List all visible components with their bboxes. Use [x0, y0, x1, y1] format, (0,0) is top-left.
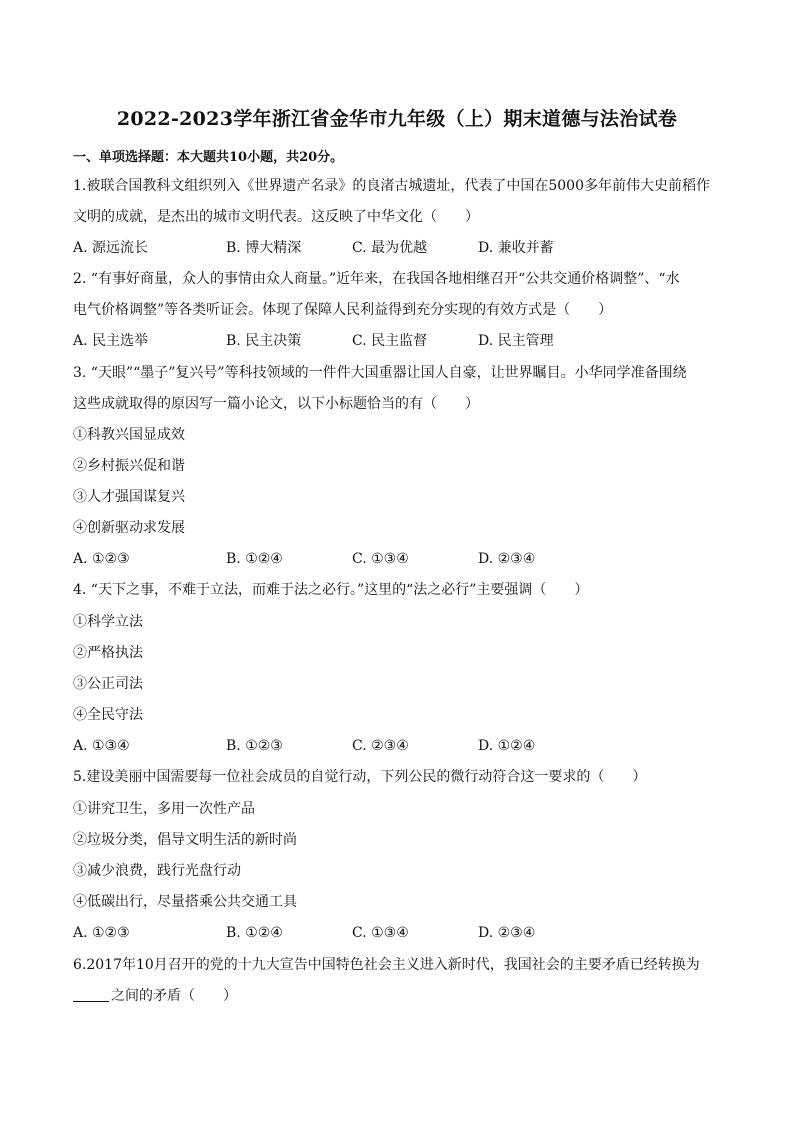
section-header: 一、单项选择题：本大题共10小题，共20分。	[73, 150, 344, 165]
q4-stem-line-1: 4. “天下之事，不难于立法，而难于法之必行。”这里的“法之必行”主要强调（ ）	[73, 582, 589, 598]
q3-option-c: C. ①③④	[352, 551, 409, 567]
q2-stem-line-1: 2. “有事好商量，众人的事情由众人商量。”近年来，在我国各地相继召开“公共交通价格调整”、“水	[73, 271, 680, 287]
q6-stem-line-2-text: 之间的矛盾（ ）	[111, 988, 237, 1004]
q4-option-c: C. ②③④	[352, 738, 409, 754]
q5-item-1: ①讲究卫生，多用一次性产品	[73, 801, 255, 817]
q1-option-a: A. 源远流长	[73, 240, 149, 256]
q5-stem-line-1: 5.建设美丽中国需要每一位社会成员的自觉行动，下列公民的微行动符合这一要求的（ ）	[73, 769, 647, 785]
q1-option-b: B. 博大精深	[226, 240, 302, 256]
q3-item-2: ②乡村振兴促和谐	[73, 458, 185, 474]
q5-option-c: C. ①③④	[352, 925, 409, 941]
q3-option-d: D. ②③④	[478, 551, 536, 567]
q1-stem-line-1: 1.被联合国教科文组织列入《世界遗产名录》的良渚古城遗址，代表了中国在5000多年前伟大史前稻作	[73, 178, 710, 194]
q3-item-3: ③人才强国谋复兴	[73, 489, 185, 505]
q3-option-b: B. ①②④	[226, 551, 283, 567]
q4-item-4: ④全民守法	[73, 707, 143, 723]
q5-item-3: ③减少浪费，践行光盘行动	[73, 863, 241, 879]
q1-option-c: C. 最为优越	[352, 240, 428, 256]
q2-stem-line-2: 电气价格调整”等各类听证会。体现了保障人民利益得到充分实现的有效方式是（ ）	[73, 302, 613, 318]
q4-item-3: ③公正司法	[73, 676, 143, 692]
q2-option-b: B. 民主决策	[226, 333, 302, 349]
q3-stem-line-2: 这些成就取得的原因写一篇小论文，以下小标题恰当的有（ ）	[73, 396, 479, 412]
q5-option-b: B. ①②④	[226, 925, 283, 941]
q4-item-2: ②严格执法	[73, 645, 143, 661]
q5-option-a: A. ①②③	[73, 925, 130, 941]
q2-option-a: A. 民主选举	[73, 333, 149, 349]
q3-item-4: ④创新驱动求发展	[73, 520, 185, 536]
q2-option-d: D. 民主管理	[478, 333, 554, 349]
q3-stem-line-1: 3. “天眼”“墨子”复兴号”等科技领域的一件件大国重器让国人自豪，让世界瞩目。小华同学准备围绕	[73, 365, 687, 381]
q5-option-d: D. ②③④	[478, 925, 536, 941]
q4-option-b: B. ①②③	[226, 738, 283, 754]
q3-item-1: ①科教兴国显成效	[73, 427, 185, 443]
q1-stem-line-2: 文明的成就，是杰出的城市文明代表。这反映了中华文化（ ）	[73, 209, 479, 225]
q6-stem-line-1: 6.2017年10月召开的党的十九大宣告中国特色社会主义进入新时代，我国社会的主要矛盾已经转换为	[73, 957, 700, 973]
q3-option-a: A. ①②③	[73, 551, 130, 567]
q2-option-c: C. 民主监督	[352, 333, 428, 349]
q5-item-4: ④低碳出行，尽量搭乘公共交通工具	[73, 894, 297, 910]
q6-stem-line-2	[73, 987, 237, 1005]
q5-item-2: ②垃圾分类，倡导文明生活的新时尚	[73, 832, 297, 848]
exam-title: 2022-2023学年浙江省金华市九年级（上）期末道德与法治试卷	[116, 108, 678, 130]
fill-in-blank	[73, 987, 109, 1002]
q4-item-1: ①科学立法	[73, 614, 143, 630]
q1-option-d: D. 兼收并蓄	[478, 240, 554, 256]
q4-option-d: D. ①②④	[478, 738, 536, 754]
q4-option-a: A. ①③④	[73, 738, 130, 754]
